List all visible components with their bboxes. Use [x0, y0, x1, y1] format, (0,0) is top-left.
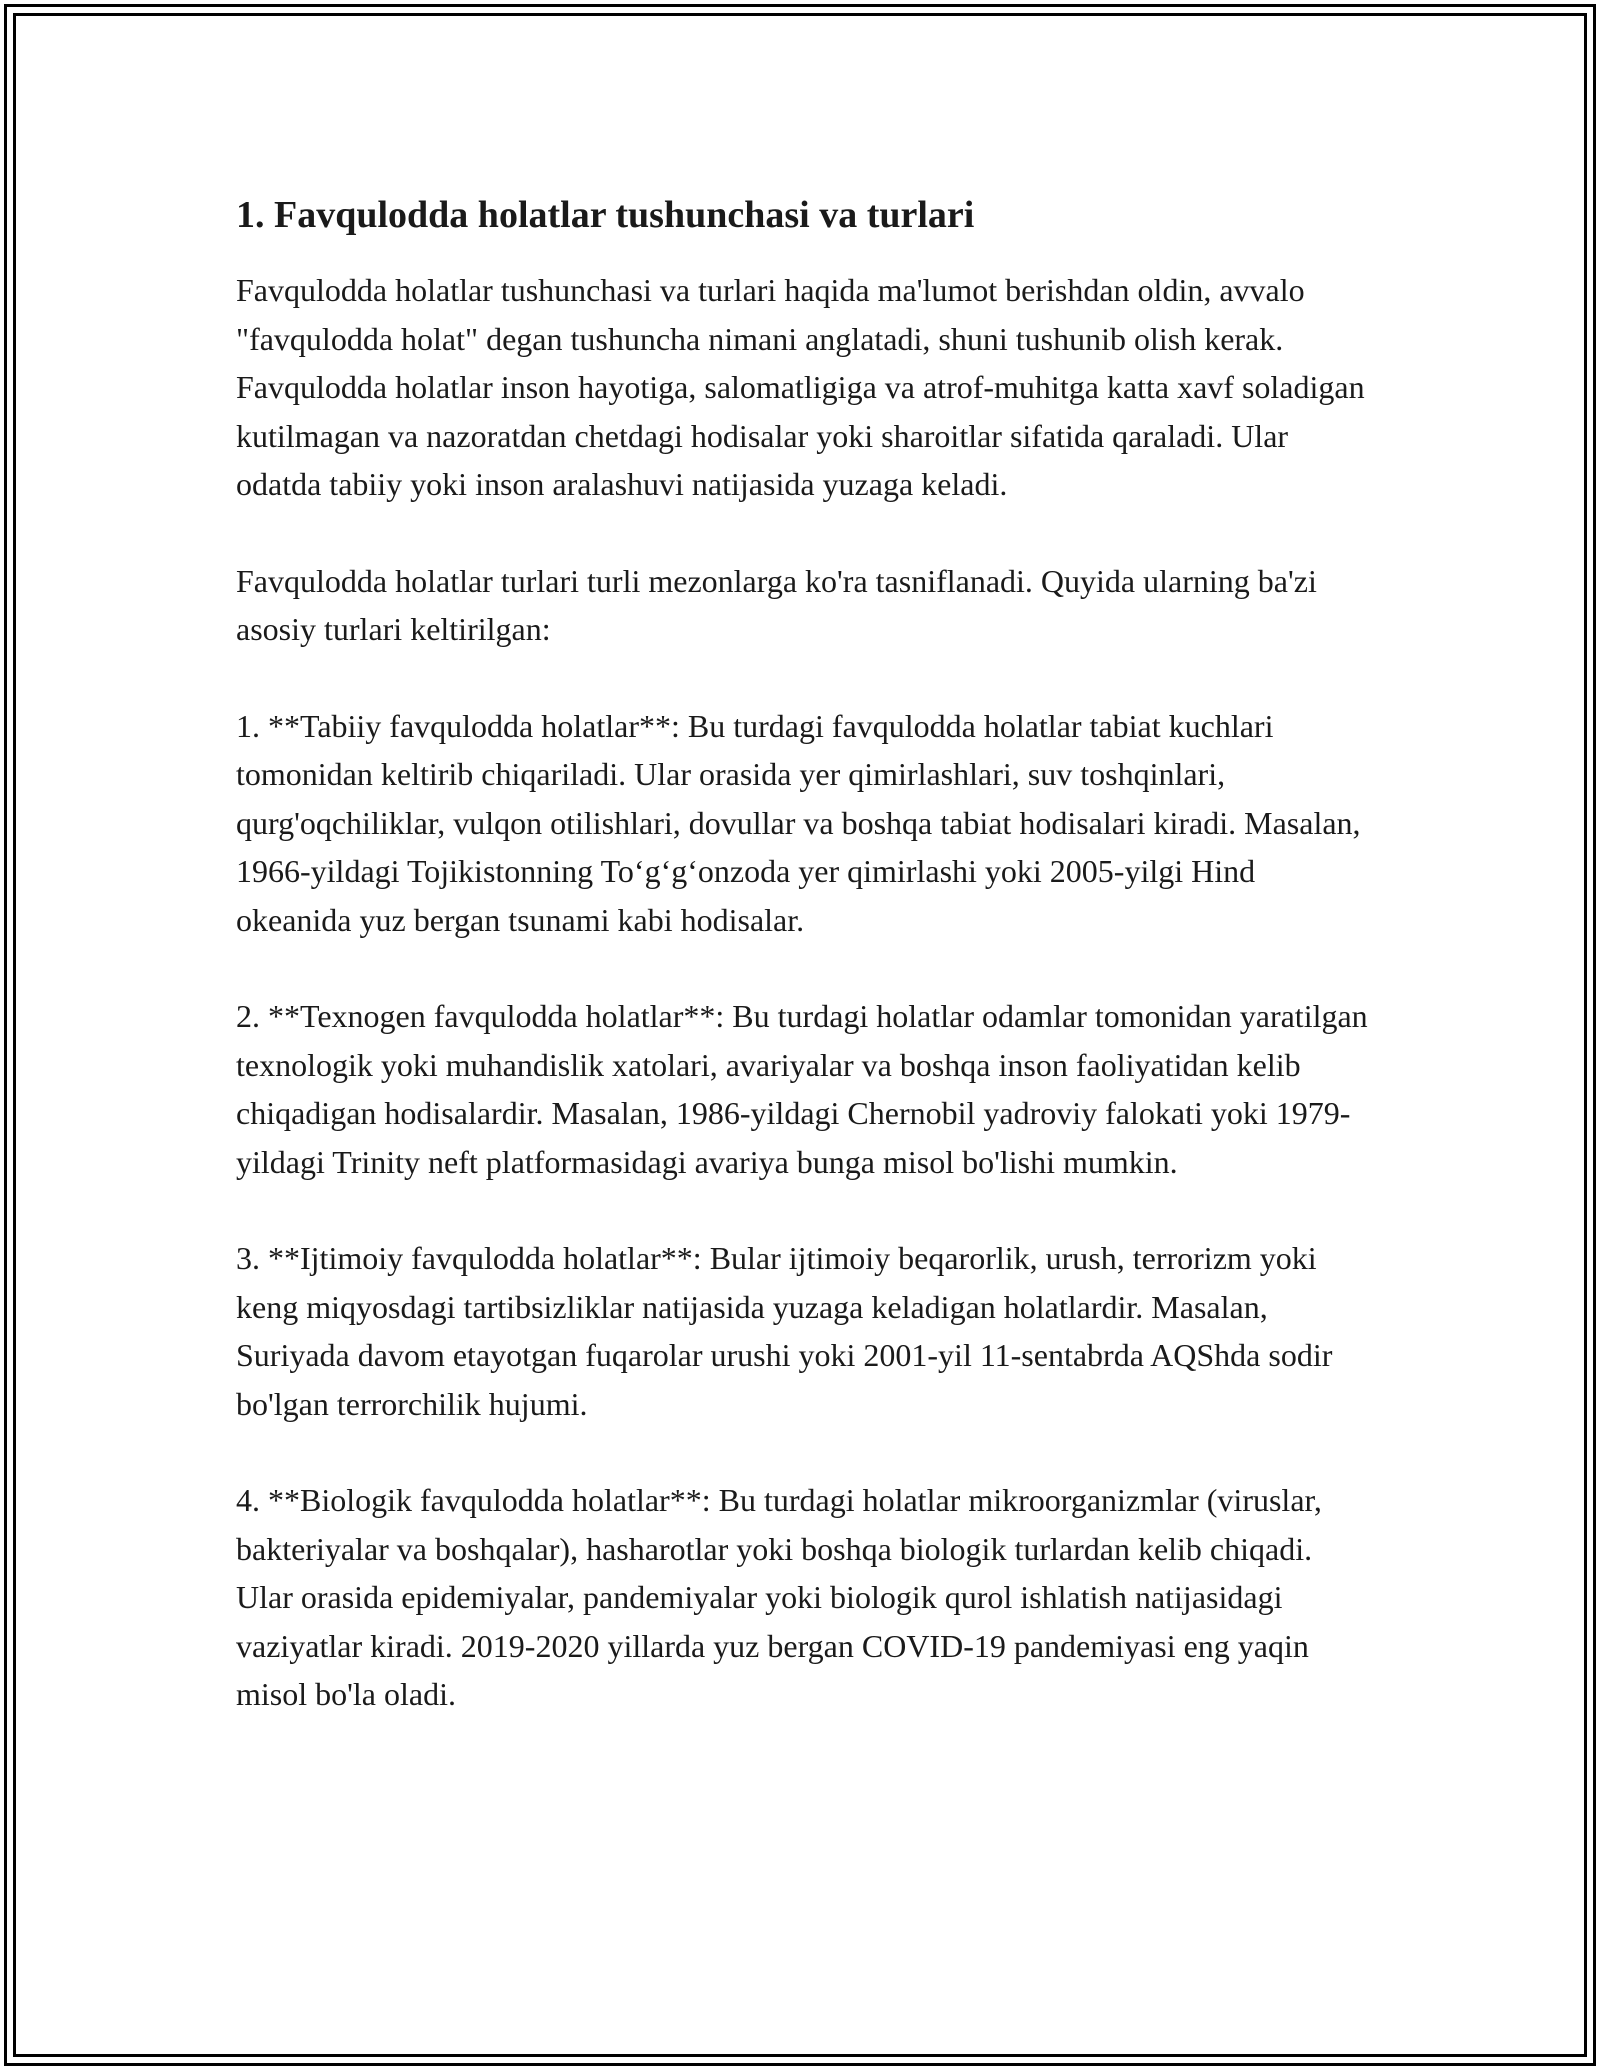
paragraph-types-intro: Favqulodda holatlar turlari turli mezonlarga ko'ra tasniflanadi. Quyida ularning ba'zi asosiy turlari keltirilgan: [236, 562, 1317, 647]
paragraph-intro: Favqulodda holatlar tushunchasi va turlari haqida ma'lumot berishdan oldin, avvalo "favqulodda holat" degan tushuncha nimani anglatadi, shuni tushunib olish kerak. Favqulodda holatlar inson hayotiga, salomatligiga va atrof-muhitga katta xavf soladigan kutilmagan va nazoratdan chetdagi hodisalar yoki sharoitlar sifatida qaraladi. Ular odatda tabiiy yoki inson aralashuvi natijasida yuzaga keladi. [236, 272, 1365, 502]
list-item-social: 3. **Ijtimoiy favqulodda holatlar**: Bular ijtimoiy beqarorlik, urush, terrorizm yoki keng miqyosdagi tartibsizliklar natijasida yuzaga keladigan holatlardir. Masalan, Suriyada davom etayotgan fuqarolar urushi yoki 2001-yil 11-sentabrda AQShda sodir bo'lgan terrorchilik hujumi. [236, 1240, 1333, 1422]
list-item-technogenic: 2. **Texnogen favqulodda holatlar**: Bu turdagi holatlar odamlar tomonidan yaratilgan texnologik yoki muhandislik xatolari, avariyalar va boshqa inson faoliyatidan kelib chiqadigan hodisalardir. Masalan, 1986-yildagi Chernobil yadroviy falokati yoki 1979-yildagi Trinity neft platformasidagi avariya bunga misol bo'lishi mumkin. [236, 998, 1368, 1180]
list-item-natural: 1. **Tabiiy favqulodda holatlar**: Bu turdagi favqulodda holatlar tabiat kuchlari tomonidan keltirib chiqariladi. Ular orasida yer qimirlashlari, suv toshqinlari, qurg'oqchiliklar, vulqon otilishlari, dovullar va boshqa tabiat hodisalari kiradi. Masalan, 1966-yildagi Tojikistonning To‘g‘g‘onzoda yer qimirlashi yoki 2005-yilgi Hind okeanida yuz bergan tsunami kabi hodisalar. [236, 707, 1361, 938]
document-body [236, 188, 1376, 1767]
section-heading: 1. Favqulodda holatlar tushunchasi va turlari [236, 194, 975, 236]
list-item-biological: 4. **Biologik favqulodda holatlar**: Bu turdagi holatlar mikroorganizmlar (viruslar, bakteriyalar va boshqalar), hasharotlar yoki boshqa biologik turlardan kelib chiqadi. Ular orasida epidemiyalar, pandemiyalar yoki biologik qurol ishlatish natijasidagi vaziyatlar kiradi. 2019-2020 yillarda yuz bergan COVID-19 pandemiyasi eng yaqin misol bo'la oladi. [236, 1482, 1322, 1712]
